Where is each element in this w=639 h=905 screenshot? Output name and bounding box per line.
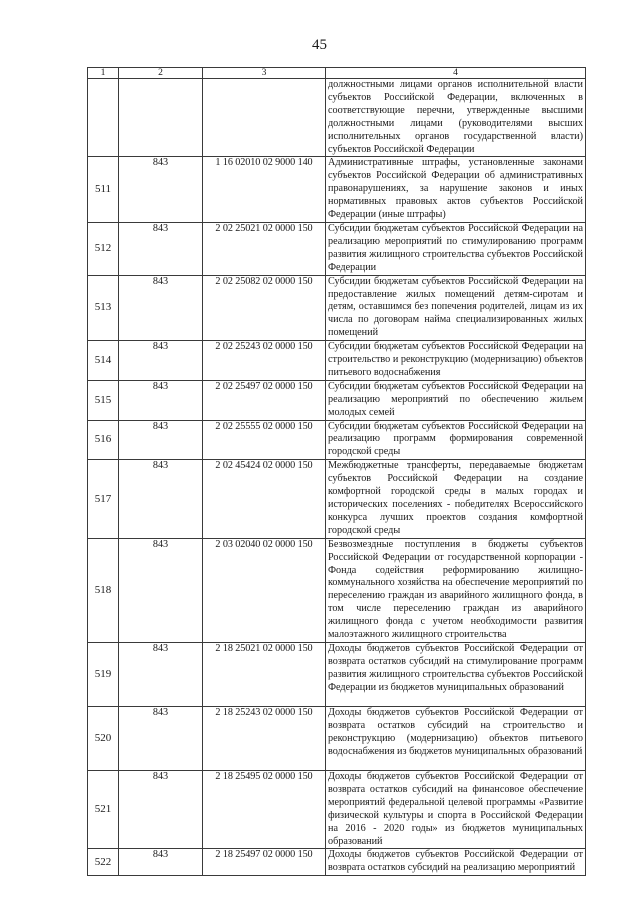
description: Субсидии бюджетам субъектов Российской Федерации на строительство и реконструкцию (модернизацию) объектов питьевого водоснабжения — [326, 341, 586, 381]
budget-code: 2 02 25243 02 0000 150 — [203, 341, 326, 381]
admin-code: 843 — [119, 460, 203, 538]
row-number: 511 — [88, 157, 119, 223]
row-number: 520 — [88, 706, 119, 770]
row-number: 517 — [88, 460, 119, 538]
admin-code: 843 — [119, 706, 203, 770]
admin-code: 843 — [119, 222, 203, 275]
row-number — [88, 79, 119, 157]
description: должностными лицами органов исполнительной власти субъектов Российской Федерации, включенных в соответствующие перечни, утвержденные высшими должностными лицами (руководителями высших исполнительных органов государственной власти) субъектов Российской Федерации — [326, 79, 586, 157]
admin-code — [119, 79, 203, 157]
table-row — [88, 420, 586, 460]
budget-code: 2 02 25021 02 0000 150 — [203, 222, 326, 275]
admin-code: 843 — [119, 642, 203, 706]
budget-code: 2 18 25497 02 0000 150 — [203, 849, 326, 876]
table-row — [88, 770, 586, 848]
table-row — [88, 79, 586, 157]
description: Доходы бюджетов субъектов Российской Федерации от возврата остатков субсидий на реализацию мероприятий — [326, 849, 586, 876]
budget-code: 2 18 25495 02 0000 150 — [203, 770, 326, 848]
table-row — [88, 380, 586, 420]
admin-code: 843 — [119, 538, 203, 642]
row-number: 521 — [88, 770, 119, 848]
header-col-2: 2 — [119, 68, 203, 79]
budget-code: 2 18 25021 02 0000 150 — [203, 642, 326, 706]
budget-code: 2 02 25082 02 0000 150 — [203, 275, 326, 341]
description: Доходы бюджетов субъектов Российской Федерации от возврата остатков субсидий на строительство и реконструкцию (модернизацию) объектов питьевого водоснабжения из бюджетов муниципальных образований — [326, 706, 586, 770]
row-number: 512 — [88, 222, 119, 275]
admin-code: 843 — [119, 770, 203, 848]
description: Субсидии бюджетам субъектов Российской Федерации на реализацию программ формирования современной городской среды — [326, 420, 586, 460]
row-number: 514 — [88, 341, 119, 381]
row-number: 515 — [88, 380, 119, 420]
description: Доходы бюджетов субъектов Российской Федерации от возврата остатков субсидий на стимулирование программ развития жилищного строительства субъектов Российской Федерации из бюджетов муниципальных образований — [326, 642, 586, 706]
description: Административные штрафы, установленные законами субъектов Российской Федерации об административных правонарушениях, за нарушение законов и иных нормативных правовых актов субъектов Российской Федерации (иные штрафы) — [326, 157, 586, 223]
table-row — [88, 222, 586, 275]
description: Безвозмездные поступления в бюджеты субъектов Российской Федерации от государственной корпорации - Фонда содействия реформированию жилищно-коммунального хозяйства на обеспечение мероприятий по переселению граждан из аварийного жилищного фонда, в том числе переселению граждан из аварийного жилищного фонда с учетом необходимости развития малоэтажного жилищного строительства — [326, 538, 586, 642]
admin-code: 843 — [119, 157, 203, 223]
header-col-4: 4 — [326, 68, 586, 79]
budget-code: 2 18 25243 02 0000 150 — [203, 706, 326, 770]
row-number: 522 — [88, 849, 119, 876]
table-row — [88, 538, 586, 642]
revenue-classification-table — [87, 67, 586, 876]
table-row — [88, 157, 586, 223]
budget-code: 2 02 45424 02 0000 150 — [203, 460, 326, 538]
table-row — [88, 706, 586, 770]
description: Субсидии бюджетам субъектов Российской Федерации на реализацию мероприятий по обеспечению жильем молодых семей — [326, 380, 586, 420]
description: Доходы бюджетов субъектов Российской Федерации от возврата остатков субсидий на финансовое обеспечение мероприятий федеральной целевой программы «Развитие физической культуры и спорта в Российской Федерации на 2016 - 2020 годы» из бюджетов муниципальных образований — [326, 770, 586, 848]
row-number: 519 — [88, 642, 119, 706]
page-number: 45 — [312, 37, 327, 53]
table-row — [88, 642, 586, 706]
budget-code: 2 02 25555 02 0000 150 — [203, 420, 326, 460]
budget-code: 1 16 02010 02 9000 140 — [203, 157, 326, 223]
admin-code: 843 — [119, 341, 203, 381]
table-row — [88, 275, 586, 341]
row-number: 513 — [88, 275, 119, 341]
description: Субсидии бюджетам субъектов Российской Федерации на предоставление жилых помещений детям-сиротам и детям, оставшимся без попечения родителей, лицам из их числа по договорам найма специализированных жилых помещений — [326, 275, 586, 341]
admin-code: 843 — [119, 420, 203, 460]
description: Межбюджетные трансферты, передаваемые бюджетам субъектов Российской Федерации на создание комфортной городской среды в малых городах и исторических поселениях - победителях Всероссийского конкурса лучших проектов создания комфортной городской среды — [326, 460, 586, 538]
header-col-1: 1 — [88, 68, 119, 79]
header-col-3: 3 — [203, 68, 326, 79]
admin-code: 843 — [119, 275, 203, 341]
budget-code — [203, 79, 326, 157]
table-header-row — [88, 68, 586, 79]
row-number: 518 — [88, 538, 119, 642]
budget-code: 2 03 02040 02 0000 150 — [203, 538, 326, 642]
table-row — [88, 849, 586, 876]
budget-code: 2 02 25497 02 0000 150 — [203, 380, 326, 420]
description: Субсидии бюджетам субъектов Российской Федерации на реализацию мероприятий по стимулированию программ развития жилищного строительства субъектов Российской Федерации — [326, 222, 586, 275]
table-row — [88, 341, 586, 381]
row-number: 516 — [88, 420, 119, 460]
table-row — [88, 460, 586, 538]
admin-code: 843 — [119, 849, 203, 876]
admin-code: 843 — [119, 380, 203, 420]
